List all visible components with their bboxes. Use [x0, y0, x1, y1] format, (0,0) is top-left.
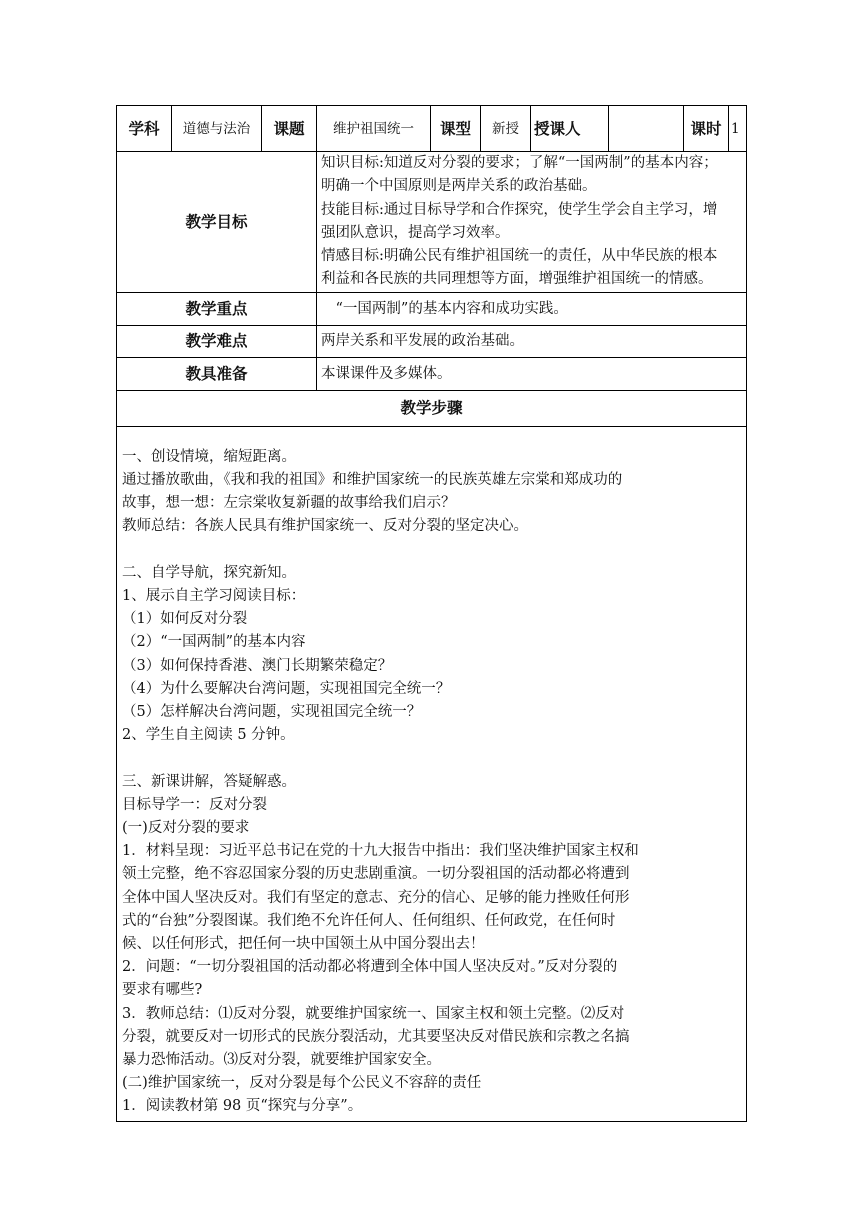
step-line: 式的“台独”分裂图谋。我们绝不允许任何人、任何组织、任何政党，在任何时 — [122, 912, 616, 929]
period-value: 1 — [729, 106, 747, 152]
objective-line: 利益和各民族的共同理想等方面，增强维护祖国统一的情感。 — [321, 271, 713, 288]
key-points-row — [117, 292, 747, 325]
step-line: 2、学生自主阅读 5 分钟。 — [122, 727, 295, 744]
step-line: 2．问题：“一切分裂祖国的活动都必将遭到全体中国人坚决反对。”反对分裂的 — [122, 959, 618, 976]
objective-line: 强团队意识，提高学习效率。 — [321, 224, 510, 241]
lesson-plan — [116, 105, 746, 1122]
materials-label: 教具准备 — [117, 357, 317, 390]
step-line: 领土完整，绝不容忍国家分裂的历史悲剧重演。一切分裂祖国的活动都必将遭到 — [122, 866, 630, 883]
step-line: 二、自学导航，探究新知。 — [122, 564, 296, 581]
step-line: （4）为什么要解决台湾问题，实现祖国完全统一？ — [122, 680, 451, 697]
subject-value: 道德与法治 — [172, 106, 262, 152]
difficulties-row — [117, 325, 747, 357]
steps-title: 教学步骤 — [117, 390, 747, 426]
step-line: 分裂，就要反对一切形式的民族分裂活动，尤其要坚决反对借民族和宗教之名搞 — [122, 1028, 630, 1045]
objective-line: 知识目标:知道反对分裂的要求；了解“一国两制”的基本内容； — [321, 155, 718, 171]
key-points-label: 教学重点 — [117, 292, 317, 325]
step-line: 一、创设情境，缩短距离。 — [122, 448, 296, 465]
objectives-label: 教学目标 — [117, 152, 317, 293]
step-line: 暴力恐怖活动。⑶反对分裂，就要维护国家安全。 — [122, 1052, 441, 1069]
step-line: 1．材料呈现：习近平总书记在党的十九大报告中指出：我们坚决维护国家主权和 — [122, 843, 639, 860]
step-line: 通过播放歌曲，《我和我的祖国》和维护国家统一的民族英雄左宗棠和郑成功的 — [122, 471, 623, 488]
step-line: 候、以任何形式，把任何一块中国领土从中国分裂出去！ — [122, 936, 485, 953]
materials-row — [117, 357, 747, 390]
difficulties-value: 两岸关系和平发展的政治基础。 — [317, 325, 747, 357]
step-line: （3）如何保持香港、澳门长期繁荣稳定？ — [122, 657, 393, 674]
step-line: （5）怎样解决台湾问题，实现祖国完全统一？ — [122, 704, 422, 720]
step-line: 全体中国人坚决反对。我们有坚定的意志、充分的信心、足够的能力挫败任何形 — [122, 889, 630, 906]
steps-row — [117, 426, 747, 1121]
topic-value: 维护祖国统一 — [317, 106, 431, 152]
step-line: 目标导学一：反对分裂 — [122, 796, 267, 813]
steps-content — [117, 426, 747, 1121]
lesson-plan-table — [116, 105, 747, 1122]
header-row — [117, 106, 747, 152]
step-line: 1．阅读教材第 98 页“探究与分享”。 — [122, 1098, 363, 1115]
step-line: 故事，想一想：左宗棠收复新疆的故事给我们启示？ — [122, 495, 456, 512]
step-line: 3．教师总结：⑴反对分裂，就要维护国家统一、国家主权和领土完整。⑵反对 — [122, 1005, 625, 1022]
steps-header-row — [117, 390, 747, 426]
step-line: 三、新课讲解，答疑解惑。 — [122, 773, 296, 790]
objectives-row — [117, 152, 747, 293]
objective-line: 情感目标:明确公民有维护祖国统一的责任，从中华民族的根本 — [321, 248, 718, 265]
step-line: 要求有哪些? — [122, 982, 203, 999]
subject-label: 学科 — [117, 106, 172, 152]
type-value: 新授 — [481, 106, 531, 152]
objective-line: 技能目标:通过目标导学和合作探究，使学生学会自主学习，增 — [321, 201, 718, 218]
teacher-label: 授课人 — [531, 106, 609, 152]
objectives-content — [317, 152, 747, 293]
step-line: （1）如何反对分裂 — [122, 611, 248, 628]
type-label: 课型 — [431, 106, 481, 152]
blank-line — [122, 747, 741, 770]
objective-line: 明确一个中国原则是两岸关系的政治基础。 — [321, 178, 597, 195]
step-line: 教师总结：各族人民具有维护国家统一、反对分裂的坚定决心。 — [122, 518, 528, 535]
difficulties-label: 教学难点 — [117, 325, 317, 357]
step-line: 1、展示自主学习阅读目标： — [122, 587, 306, 604]
materials-value: 本课课件及多媒体。 — [317, 357, 747, 390]
period-label: 课时 — [684, 106, 729, 152]
blank-line — [122, 539, 741, 562]
step-line: (二)维护国家统一，反对分裂是每个公民义不容辞的责任 — [122, 1075, 482, 1092]
step-line: （2）“一国两制”的基本内容 — [122, 634, 306, 651]
step-line: (一)反对分裂的要求 — [122, 820, 250, 836]
teacher-value — [609, 106, 684, 152]
topic-label: 课题 — [262, 106, 317, 152]
key-points-value: “一国两制”的基本内容和成功实践。 — [317, 292, 747, 325]
